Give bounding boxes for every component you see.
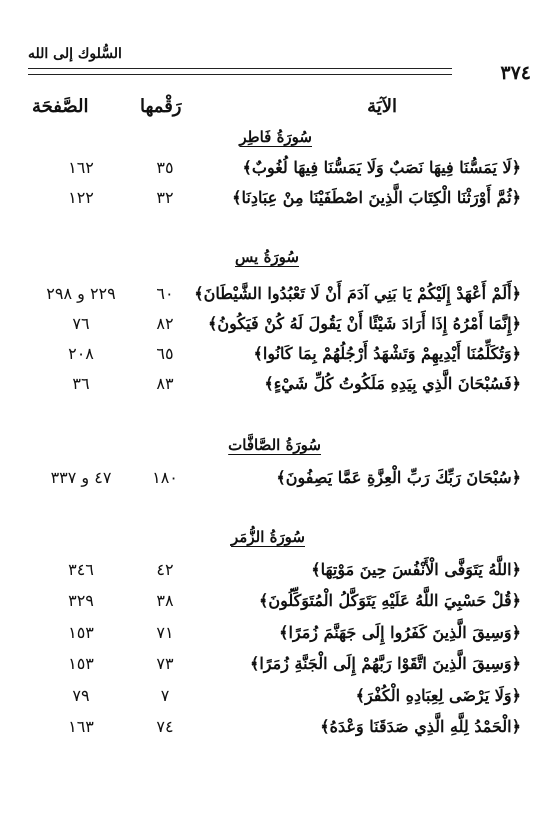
running-title: السُّلوك إلى الله — [28, 46, 122, 62]
table-row — [0, 188, 557, 218]
header-rule-secondary — [28, 74, 452, 75]
page-reference: ١٦٣ — [68, 717, 94, 736]
table-row — [0, 623, 557, 653]
page-reference: ٧٦ — [72, 314, 90, 333]
table-row — [0, 158, 557, 188]
table-row — [0, 344, 557, 374]
verse-number: ٨٣ — [156, 374, 174, 393]
verse-text: ﴿وَلَا يَرْضَى لِعِبَادِهِ الْكُفْرَ﴾ — [355, 686, 521, 705]
header-rule — [28, 68, 452, 69]
table-row — [0, 468, 557, 498]
verse-text: ﴿فَسُبْحَانَ الَّذِي بِيَدِهِ مَلَكُوتُ كُلِّ شَيْءٍ﴾ — [264, 374, 521, 393]
page-reference: ١٢٢ — [68, 188, 94, 207]
verse-number: ١٨٠ — [152, 468, 178, 487]
table-row — [0, 591, 557, 621]
verse-number: ٧٤ — [156, 717, 174, 736]
page-reference: ٢٠٨ — [68, 344, 94, 363]
verse-text: ﴿وَسِيقَ الَّذِينَ اتَّقَوْا رَبَّهُمْ إِلَى الْجَنَّةِ زُمَرًا﴾ — [249, 654, 521, 673]
verse-text: ﴿ثُمَّ أَوْرَثْنَا الْكِتَابَ الَّذِينَ اصْطَفَيْنَا مِنْ عِبَادِنَا﴾ — [232, 188, 521, 207]
verse-number: ٣٥ — [156, 158, 174, 177]
table-row — [0, 284, 557, 314]
page-reference: ٤٧ و ٣٣٧ — [50, 468, 112, 487]
verse-text: ﴿وَسِيقَ الَّذِينَ كَفَرُوا إِلَى جَهَنَّمَ زُمَرًا﴾ — [279, 623, 521, 642]
verse-text: ﴿إِنَّمَا أَمْرُهُ إِذَا أَرَادَ شَيْئًا أَنْ يَقُولَ لَهُ كُنْ فَيَكُونُ﴾ — [207, 314, 521, 333]
column-header-ayah: الآيَة — [367, 96, 397, 117]
verse-number: ٨٢ — [156, 314, 174, 333]
verse-text: ﴿سُبْحَانَ رَبِّكَ رَبِّ الْعِزَّةِ عَمَّا يَصِفُونَ﴾ — [276, 468, 521, 487]
verse-text: ﴿الْحَمْدُ لِلَّهِ الَّذِي صَدَقَنَا وَعْدَهُ﴾ — [320, 717, 521, 736]
page-reference: ٧٩ — [72, 686, 90, 705]
surah-title-saffat: سُورَةُ الصَّافَّات — [228, 436, 321, 454]
table-row — [0, 686, 557, 716]
page-reference: ٣٤٦ — [68, 560, 94, 579]
verse-text: ﴿لَا يَمَسُّنَا فِيهَا نَصَبٌ وَلَا يَمَسُّنَا فِيهَا لُغُوبٌ﴾ — [242, 158, 521, 177]
verse-number: ٣٨ — [156, 591, 174, 610]
page-reference: ٣٢٩ — [68, 591, 94, 610]
verse-number: ٧١ — [156, 623, 174, 642]
verse-number: ٦٠ — [156, 284, 174, 303]
surah-title-zumar: سُورَةُ الزُّمَر — [231, 528, 305, 546]
verse-text: ﴿وَتُكَلِّمُنَا أَيْدِيهِمْ وَتَشْهَدُ أَرْجُلُهُمْ بِمَا كَانُوا﴾ — [253, 344, 521, 363]
column-header-number: رَقْمها — [140, 96, 182, 117]
verse-number: ٦٥ — [156, 344, 174, 363]
surah-title-yasin: سُورَةُ يس — [235, 248, 299, 266]
page-reference: ٣٦ — [72, 374, 90, 393]
column-header-page: الصَّفحَة — [32, 96, 89, 117]
page-header — [28, 40, 531, 84]
table-row — [0, 717, 557, 747]
verse-number: ٧ — [160, 686, 170, 705]
table-row — [0, 654, 557, 684]
surah-title-fatir: سُورَةُ فَاطِر — [239, 128, 312, 146]
table-row — [0, 314, 557, 344]
verse-text: ﴿أَلَمْ أَعْهَدْ إِلَيْكُمْ يَا بَنِي آدَمَ أَنْ لَا تَعْبُدُوا الشَّيْطَانَ﴾ — [194, 284, 521, 303]
verse-text: ﴿قُلْ حَسْبِيَ اللَّهُ عَلَيْهِ يَتَوَكَّلُ الْمُتَوَكِّلُونَ﴾ — [258, 591, 521, 610]
page-number: ٣٧٤ — [500, 62, 531, 84]
verse-number: ٣٢ — [156, 188, 174, 207]
page-reference: ١٥٣ — [68, 623, 94, 642]
page-reference: ٢٢٩ و ٢٩٨ — [46, 284, 116, 303]
page-reference: ١٥٣ — [68, 654, 94, 673]
verse-text: ﴿اللَّهُ يَتَوَفَّى الْأَنْفُسَ حِينَ مَوْتِهَا﴾ — [311, 560, 521, 579]
verse-number: ٤٢ — [156, 560, 174, 579]
table-row — [0, 374, 557, 404]
table-row — [0, 560, 557, 590]
page-reference: ١٦٢ — [68, 158, 94, 177]
verse-number: ٧٣ — [156, 654, 174, 673]
